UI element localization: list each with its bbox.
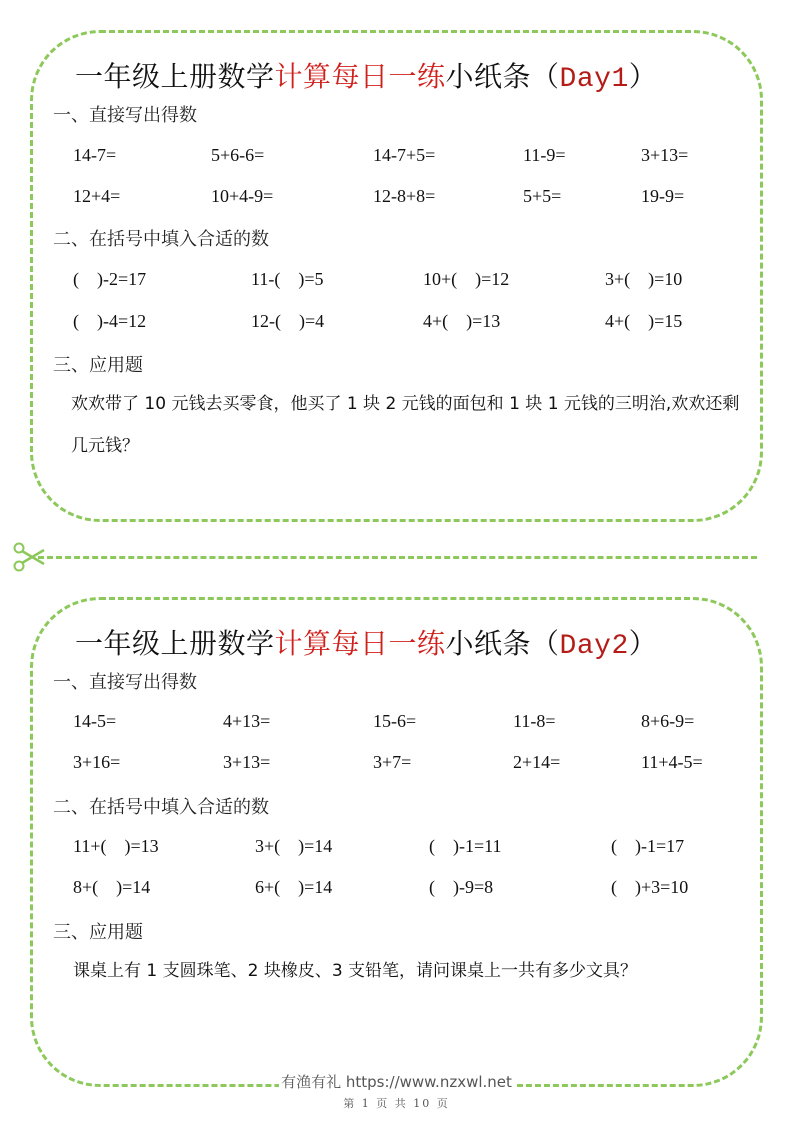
fill-item: 4+( )=15	[605, 311, 683, 331]
calc-item: 11+4-5=	[641, 752, 703, 772]
calc-item: 14-5=	[73, 711, 117, 731]
fill-item: 11+( )=13	[73, 836, 159, 856]
title-suffix: 小纸条（	[445, 627, 560, 660]
calc-item: 5+5=	[523, 186, 562, 206]
worksheet-card-day2	[30, 597, 763, 1087]
title-day: Day1	[559, 64, 629, 95]
title-prefix: 一年级上册数学	[75, 60, 275, 93]
card-title	[75, 55, 657, 95]
calc-item: 10+4-9=	[211, 186, 274, 206]
section-heading-fill: 二、在括号中填入合适的数	[53, 797, 269, 818]
fill-item: 11-( )=5	[251, 269, 324, 289]
card-title	[75, 622, 657, 662]
section-heading-word-problem: 三、应用题	[53, 355, 143, 376]
fill-item: 10+( )=12	[423, 269, 510, 289]
calc-item: 15-6=	[373, 711, 417, 731]
fill-item: 6+( )=14	[255, 877, 333, 897]
calc-item: 19-9=	[641, 186, 685, 206]
fill-item: ( )+3=10	[611, 877, 689, 897]
title-highlight: 计算每日一练	[274, 627, 446, 660]
word-problem-text: 课桌上有 1 支圆珠笔、2 块橡皮、3 支铅笔，请问课桌上一共有多少文具？	[73, 961, 638, 981]
title-prefix: 一年级上册数学	[75, 627, 275, 660]
calc-item: 3+7=	[373, 752, 412, 772]
title-close: ）	[628, 627, 658, 660]
calc-item: 12-8+8=	[373, 186, 436, 206]
calc-item: 3+13=	[223, 752, 271, 772]
section-heading-direct: 一、直接写出得数	[53, 672, 197, 693]
cut-dashed-line	[38, 556, 757, 559]
watermark-text: 有渔有礼 https://www.nzxwl.net	[281, 1073, 512, 1091]
fill-item: 8+( )=14	[73, 877, 151, 897]
title-day: Day2	[559, 631, 629, 662]
calc-item: 11-8=	[513, 711, 556, 731]
title-close: ）	[628, 60, 658, 93]
calc-item: 3+16=	[73, 752, 121, 772]
watermark	[0, 1071, 793, 1092]
fill-item: ( )-4=12	[73, 311, 147, 331]
calc-item: 12+4=	[73, 186, 121, 206]
fill-item: ( )-2=17	[73, 269, 147, 289]
calc-item: 14-7+5=	[373, 145, 436, 165]
title-suffix: 小纸条（	[445, 60, 560, 93]
fill-item: 3+( )=14	[255, 836, 333, 856]
cut-line	[12, 542, 757, 572]
fill-item: 12-( )=4	[251, 311, 325, 331]
fill-item: ( )-9=8	[429, 877, 494, 897]
fill-item: ( )-1=11	[429, 836, 502, 856]
fill-item: 4+( )=13	[423, 311, 501, 331]
page-number: 第 1 页 共 10 页	[343, 1097, 450, 1110]
fill-item: ( )-1=17	[611, 836, 685, 856]
calc-item: 5+6-6=	[211, 145, 265, 165]
fill-item: 3+( )=10	[605, 269, 683, 289]
calc-item: 2+14=	[513, 752, 561, 772]
calc-item: 4+13=	[223, 711, 271, 731]
worksheet-card-day1	[30, 30, 763, 522]
calc-item: 11-9=	[523, 145, 566, 165]
title-highlight: 计算每日一练	[274, 60, 446, 93]
section-heading-word-problem: 三、应用题	[53, 922, 143, 943]
calc-item: 3+13=	[641, 145, 689, 165]
calc-item: 8+6-9=	[641, 711, 695, 731]
calc-item: 14-7=	[73, 145, 117, 165]
word-problem-text: 欢欢带了 10 元钱去买零食，他买了 1 块 2 元钱的面包和 1 块 1 元钱的三明治,欢欢还剩几元钱？	[71, 394, 740, 456]
section-heading-direct: 一、直接写出得数	[53, 105, 197, 126]
section-heading-fill: 二、在括号中填入合适的数	[53, 229, 269, 250]
